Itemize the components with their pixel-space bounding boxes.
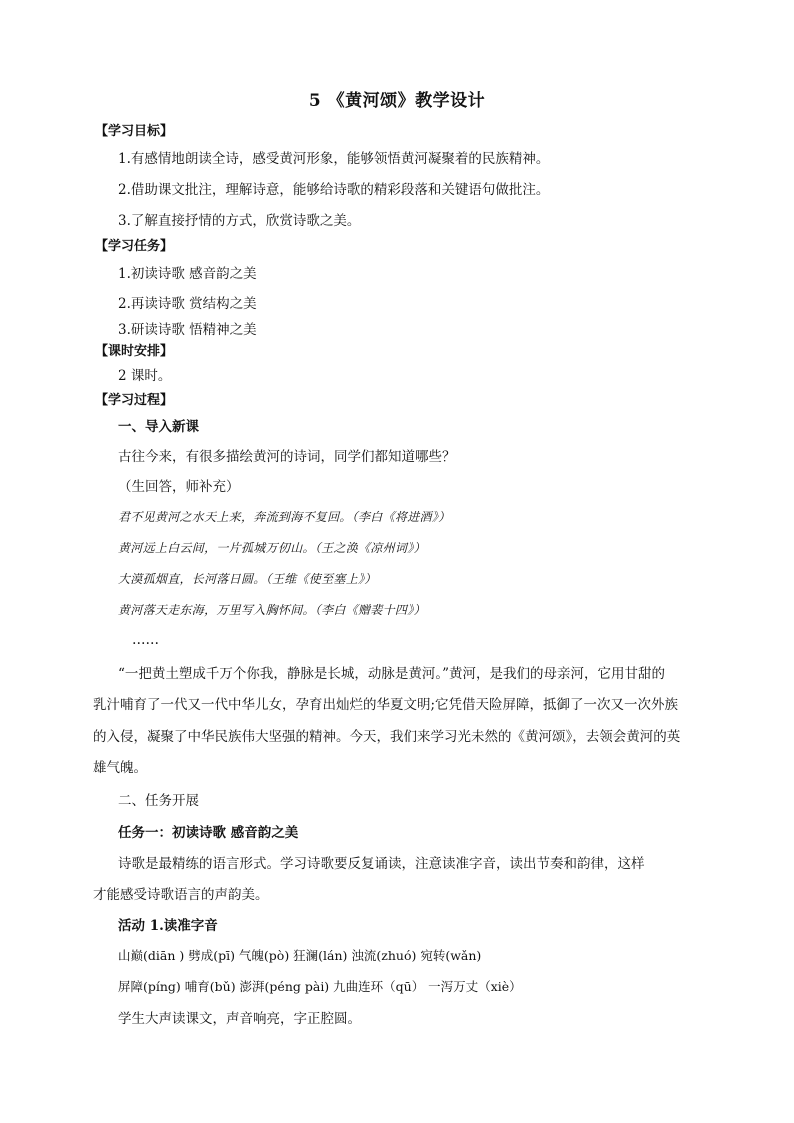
tasks-heading: 二、任务开展 — [118, 793, 199, 809]
intro-paragraph-line: 的入侵，凝聚了中华民族伟大坚强的精神。今天，我们来学习光未然的《黄河颂》，去领会黄河的英 — [93, 729, 681, 745]
task1-paragraph-line: 才能感受诗歌语言的声韵美。 — [93, 887, 269, 903]
intro-paragraph-line: 雄气魄。 — [93, 760, 147, 776]
activity1-title: 活动 1.读准字音 — [118, 918, 218, 934]
section-heading-process: 【学习过程】 — [95, 393, 174, 408]
task-item: 3.研读诗歌 悟精神之美 — [118, 322, 257, 338]
goal-item: 3.了解直接抒情的方式，欣赏诗歌之美。 — [118, 213, 361, 229]
poem-line: 黄河远上白云间，一片孤城万仞山。（王之涣《凉州词》） — [118, 541, 426, 555]
pinyin-row: 屏障(píng) 哺育(bǔ) 澎湃(péng pài) 九曲连环（qū） 一泻万丈（xiè） — [118, 979, 522, 994]
intro-paragraph-line: “一把黄土塑成千万个你我，静脉是长城，动脉是黄河。”黄河，是我们的母亲河，它用甘甜的 — [118, 666, 666, 682]
ellipsis: …… — [132, 632, 159, 648]
pinyin-row: 山巅(diān ) 劈成(pī) 气魄(pò) 狂澜(lán) 浊流(zhuó) 宛转(wǎn) — [118, 948, 482, 963]
intro-heading: 一、导入新课 — [118, 419, 199, 435]
intro-note: （生回答，师补充） — [118, 479, 240, 495]
closing-text: 学生大声读课文，声音响亮，字正腔圆。 — [118, 1011, 361, 1027]
poem-line: 大漠孤烟直，长河落日圆。（王维《使至塞上》） — [118, 572, 377, 586]
poem-line: 黄河落天走东海，万里写入胸怀间。（李白《赠裴十四》） — [118, 603, 426, 617]
poem-line: 君不见黄河之水天上来，奔流到海不复回。（李白《将进酒》） — [118, 510, 451, 524]
goal-item: 1.有感情地朗读全诗，感受黄河形象，能够领悟黄河凝聚着的民族精神。 — [118, 151, 550, 167]
goal-item: 2.借助课文批注，理解诗意，能够给诗歌的精彩段落和关键语句做批注。 — [118, 182, 550, 198]
section-heading-goals: 【学习目标】 — [95, 124, 174, 139]
section-heading-tasks: 【学习任务】 — [95, 239, 174, 254]
task-item: 1.初读诗歌 感音韵之美 — [118, 266, 257, 282]
task1-paragraph-line: 诗歌是最精练的语言形式。学习诗歌要反复诵读，注意读准字音，读出节奏和韵律，这样 — [118, 856, 645, 872]
task-item: 2.再读诗歌 赏结构之美 — [118, 296, 257, 312]
task1-title: 任务一：初读诗歌 感音韵之美 — [118, 825, 299, 841]
intro-question: 古往今来，有很多描绘黄河的诗词，同学们都知道哪些？ — [118, 449, 456, 465]
page-title: 5 《黄河颂》教学设计 — [308, 91, 486, 111]
intro-paragraph-line: 乳汁哺育了一代又一代中华儿女，孕育出灿烂的华夏文明;它凭借天险屏障，抵御了一次又一次外族 — [93, 697, 679, 713]
schedule-text: 2 课时。 — [118, 368, 172, 384]
section-heading-schedule: 【课时安排】 — [95, 344, 174, 359]
